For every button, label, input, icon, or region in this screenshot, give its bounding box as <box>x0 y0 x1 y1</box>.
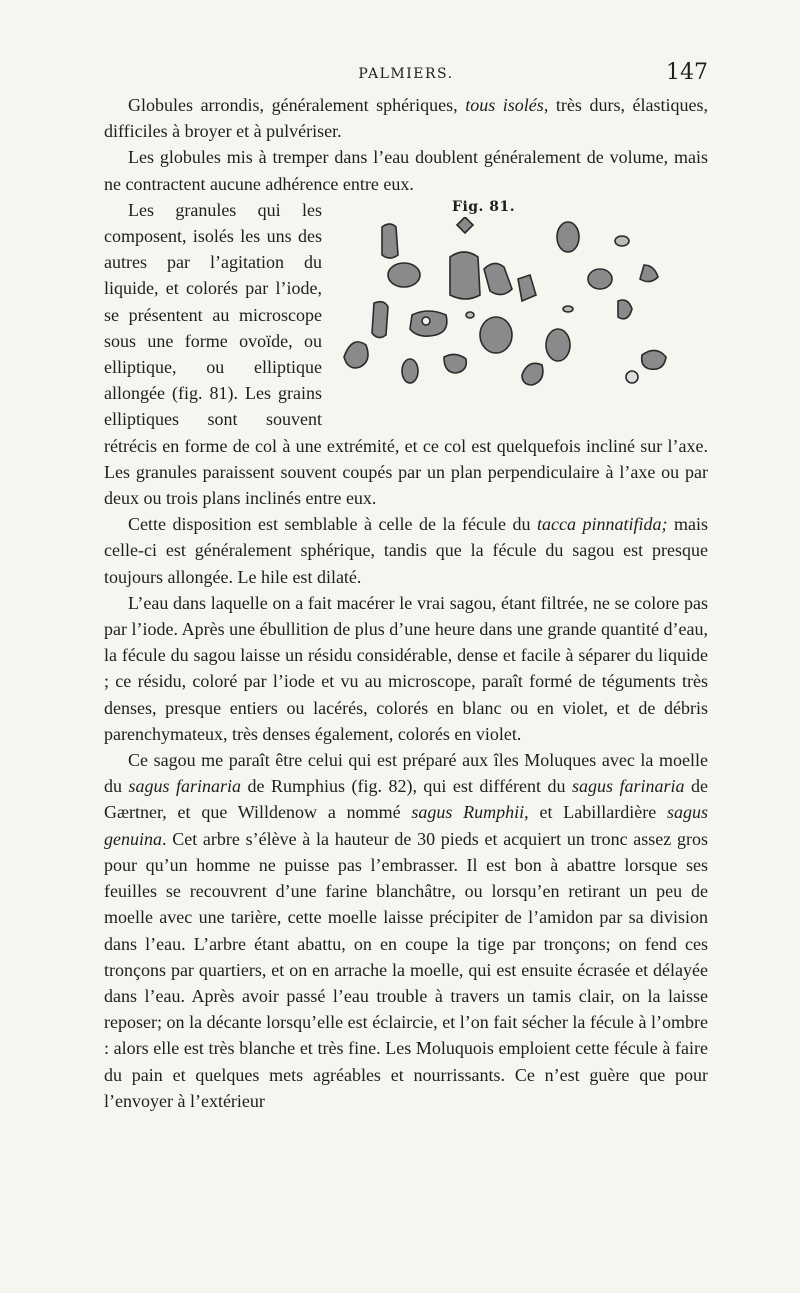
paragraph-2: Les globules mis à tremper dans l’eau doublent généralement de volume, mais ne contractent aucune adhérence entre eux. <box>104 147 708 194</box>
granule <box>557 222 579 252</box>
running-head: PALMIERS. <box>358 66 454 82</box>
book-page <box>104 56 708 1114</box>
granule <box>640 265 658 282</box>
granule <box>642 350 666 369</box>
figure-caption: Fig. 81. <box>452 198 516 215</box>
granule <box>382 224 398 258</box>
granule <box>522 363 543 385</box>
paragraph-4: Cette disposition est semblable à celle de la fécule du tacca pinnatifida; mais celle-ci est généralement sphérique, tandis que la fécule du sagou est presque toujours allongée. Le hile est dilaté. <box>104 514 709 587</box>
granule <box>466 312 474 318</box>
granule <box>388 263 420 287</box>
figure-81 <box>332 199 708 412</box>
granule-hilum <box>422 317 430 325</box>
granule <box>626 371 638 383</box>
granule <box>563 306 573 312</box>
page-header <box>104 56 708 92</box>
page-number: 147 <box>666 60 708 85</box>
granule <box>588 269 612 289</box>
granule <box>402 359 418 383</box>
paragraph-5: L’eau dans laquelle on a fait macérer le vrai sagou, étant filtrée, ne se colore pas par l’iode. Après une ébullition de plus d’une heure dans une grande quantité d’eau, la fécule du sagou laisse un résidu considérable, dense et facile à séparer du liquide ; ce résidu, coloré par l’iode et vu au microscope, paraît formé de téguments très denses, presque entiers ou lacérés, colorés en blanc ou en violet, et de débris parenchymateux, très denses également, colorés en violet. <box>104 592 708 744</box>
paragraph-6: Ce sagou me paraît être celui qui est préparé aux îles Moluques avec la moelle du sagus farinaria de Rumphius (fig. 82), qui est différent du sagus farinaria de Gærtner, et que Willdenow a nommé sagus Rumphii, et Labillardière sagus genuina. Cet arbre s’élève à la hauteur de 30 pieds et acquiert un tronc assez gros pour qu’un homme ne puisse pas l’embrasser. Il est bon à abattre lorsque ses feuilles se recouvrent d’une farine blanchâtre, ou lorsqu’en retirant un peu de moelle avec une tarière, cette moelle laisse précipiter de l’amidon par sa division dans l’eau. L’arbre étant abattu, on en coupe la tige par tronçons; on fend ces tronçons par quartiers, et on en arrache la moelle, qui est ensuite écrasée et délayée dans l’eau. Après avoir passé l’eau trouble à travers un tamis clair, on la laisse reposer; on la décante lorsqu’elle est éclaircie, et l’on fait sécher la fécule à l’ombre : alors elle est très blanche et très fine. Les Moluquois emploient cette fécule à faire du pain et quelques mets agréables et nourrissants. Ce n’est guère que pour l’envoyer à l’extérieur <box>104 750 709 1111</box>
paragraph-3: Les granules qui les composent, isolés les uns des autres par l’agitation du liquide, et colorés par l’iode, se présentent au microscope sous une forme ovoïde, ou elliptique, ou elliptique allongée (fig. 81). Les grains elliptiques sont souvent rétrécis en forme de col à une extrémité, et ce col est quelquefois incliné sur l’axe. Les granules paraissent souvent coupés par un plan perpendiculaire à l’axe ou par deux ou trois plans inclinés entre eux. <box>104 199 708 509</box>
paragraph-1: Globules arrondis, généralement sphériques, tous isolés, très durs, élastiques, difficiles à broyer et à pulvériser. <box>104 95 709 142</box>
starch-granules-illustration <box>332 217 708 412</box>
granule <box>457 217 473 233</box>
granule <box>546 329 570 361</box>
granule <box>372 301 388 337</box>
granule <box>450 252 480 299</box>
granule <box>344 342 368 368</box>
granule <box>484 263 512 294</box>
granule <box>444 354 466 373</box>
granule <box>618 300 632 319</box>
granule <box>480 317 512 353</box>
granule <box>518 275 536 301</box>
paragraph-3-with-figure <box>104 197 708 511</box>
granule <box>615 236 629 246</box>
